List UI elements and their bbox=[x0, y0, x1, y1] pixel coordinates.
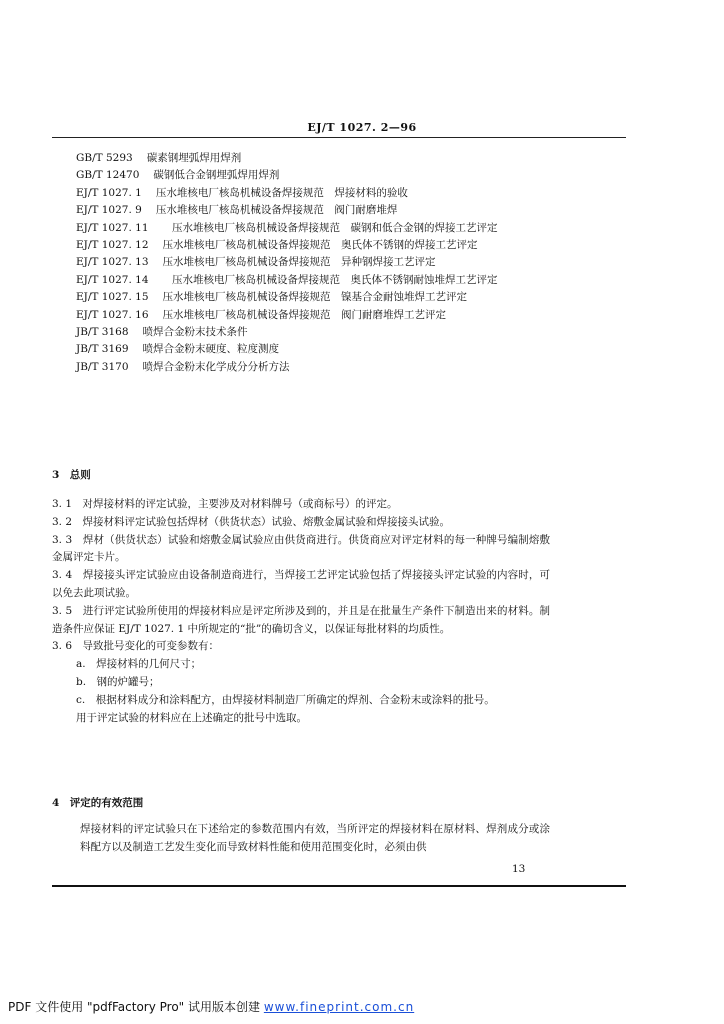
footer-rule bbox=[52, 885, 626, 887]
reference-item bbox=[76, 307, 636, 324]
reference-code: JB/T 3170 bbox=[76, 360, 129, 373]
reference-item bbox=[76, 185, 636, 202]
reference-item bbox=[76, 150, 636, 167]
section-3-body bbox=[52, 496, 550, 727]
reference-code: EJ/T 1027. 13 bbox=[76, 256, 149, 269]
reference-item bbox=[76, 167, 636, 184]
reference-code: EJ/T 1027. 14 bbox=[76, 273, 149, 286]
paragraph-3-4: 3. 4 焊接接头评定试验应由设备制造商进行，当焊接工艺评定试验包括了焊接接头评定试验的内容时，可以免去此项试验。 bbox=[52, 569, 550, 599]
reference-code: EJ/T 1027. 16 bbox=[76, 308, 149, 321]
reference-item bbox=[76, 289, 636, 306]
header-rule bbox=[52, 137, 626, 138]
reference-code: EJ/T 1027. 15 bbox=[76, 291, 149, 304]
item-b: b. 钢的炉罐号； bbox=[76, 675, 160, 688]
reference-item bbox=[76, 341, 636, 358]
reference-code: JB/T 3168 bbox=[76, 326, 129, 339]
reference-title: 压水堆核电厂核岛机械设备焊接规范 碳钢和低合金钢的焊接工艺评定 bbox=[172, 221, 498, 234]
paragraph-3-3: 3. 3 焊材（供货状态）试验和熔敷金属试验应由供货商进行。供货商应对评定材料的每一种牌号编制熔敷金属评定卡片。 bbox=[52, 533, 550, 564]
paragraph-3-6: 3. 6 导致批号变化的可变参数有： bbox=[52, 640, 220, 653]
standard-code-header: EJ/T 1027. 2—96 bbox=[307, 121, 417, 134]
reference-title: 压水堆核电厂核岛机械设备焊接规范 异种钢焊接工艺评定 bbox=[162, 256, 436, 269]
section-3-heading: 3 总则 bbox=[52, 469, 91, 481]
reference-item bbox=[76, 272, 636, 289]
paragraph-3-2: 3. 2 焊接材料评定试验包括焊材（供货状态）试验、熔敷金属试验和焊接接头试验。 bbox=[52, 515, 451, 528]
reference-title: 喷焊合金粉末化学成分分析方法 bbox=[142, 360, 290, 373]
paragraph-4: 焊接材料的评定试验只在下述给定的参数范围内有效，当所评定的焊接材料在原材料、焊剂成分或涂料配方以及制造工艺发生变化而导致材料性能和使用范围变化时，必须由供 bbox=[80, 823, 550, 853]
pdf-factory-footer bbox=[8, 998, 414, 1015]
reference-code: JB/T 3169 bbox=[76, 343, 129, 356]
reference-code: EJ/T 1027. 12 bbox=[76, 239, 149, 252]
page-number: 13 bbox=[512, 863, 526, 875]
reference-title: 碳素钢埋弧焊用焊剂 bbox=[146, 152, 242, 164]
item-c: c. 根据材料成分和涂料配方，由焊接材料制造厂所确定的焊剂、合金粉末或涂料的批号。 bbox=[76, 693, 495, 706]
reference-item bbox=[76, 359, 636, 376]
section-4-body bbox=[52, 821, 550, 857]
reference-code: GB/T 12470 bbox=[76, 169, 140, 182]
reference-title: 压水堆核电厂核岛机械设备焊接规范 阀门耐磨堆焊工艺评定 bbox=[162, 308, 447, 321]
reference-title: 压水堆核电厂核岛机械设备焊接规范 阀门耐磨堆焊 bbox=[155, 204, 398, 217]
section-4-heading: 4 评定的有效范围 bbox=[52, 797, 144, 809]
footer-text: PDF 文件使用 "pdfFactory Pro" 试用版本创建 bbox=[8, 1000, 261, 1014]
item-a: a. 焊接材料的几何尺寸； bbox=[76, 658, 202, 671]
paragraph-3-1: 3. 1 对焊接材料的评定试验，主要涉及对材料牌号（或商标号）的评定。 bbox=[52, 498, 398, 510]
reference-item bbox=[76, 324, 636, 341]
reference-title: 压水堆核电厂核岛机械设备焊接规范 奥氏体不锈钢的焊接工艺评定 bbox=[162, 239, 478, 252]
reference-title: 压水堆核电厂核岛机械设备焊接规范 镍基合金耐蚀堆焊工艺评定 bbox=[162, 291, 468, 304]
reference-item bbox=[76, 220, 636, 237]
reference-item bbox=[76, 237, 636, 254]
reference-item bbox=[76, 254, 636, 271]
reference-title: 喷焊合金粉末硬度、粒度测度 bbox=[142, 343, 280, 356]
reference-code: EJ/T 1027. 9 bbox=[76, 204, 142, 217]
batch-selection-note: 用于评定试验的材料应在上述确定的批号中选取。 bbox=[76, 711, 307, 724]
reference-title: 压水堆核电厂核岛机械设备焊接规范 奥氏体不锈钢耐蚀堆焊工艺评定 bbox=[172, 273, 498, 286]
paragraph-3-5: 3. 5 进行评定试验所使用的焊接材料应是评定所涉及到的，并且是在批量生产条件下制造出来的材料。制造条件应保证 EJ/T 1027. 1 中所规定的“批”的确切含义，以保证每批材料的均质性。 bbox=[52, 604, 550, 635]
footer-link[interactable]: www.fineprint.com.cn bbox=[263, 1000, 415, 1014]
reference-title: 喷焊合金粉末技术条件 bbox=[142, 326, 248, 339]
reference-item bbox=[76, 202, 636, 219]
reference-code: EJ/T 1027. 11 bbox=[76, 221, 149, 234]
reference-title: 压水堆核电厂核岛机械设备焊接规范 焊接材料的验收 bbox=[155, 186, 408, 199]
reference-list bbox=[76, 150, 636, 376]
reference-title: 碳钢低合金钢埋弧焊用焊剂 bbox=[153, 169, 280, 182]
reference-code: EJ/T 1027. 1 bbox=[76, 186, 142, 199]
reference-code: GB/T 5293 bbox=[76, 152, 133, 164]
